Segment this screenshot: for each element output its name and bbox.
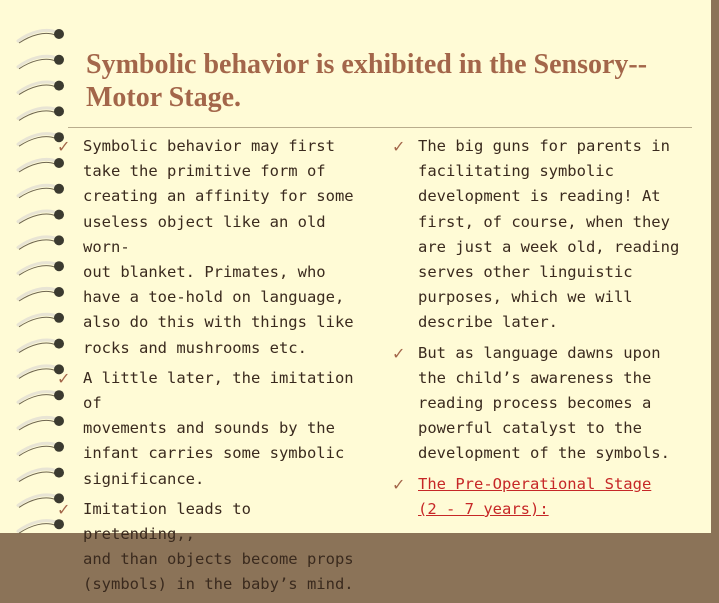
- list-item: [392, 341, 692, 467]
- binding-ring: [18, 366, 56, 377]
- left-column: [57, 134, 357, 603]
- list-item: [57, 134, 357, 361]
- checkmark-icon: ✓: [392, 474, 406, 494]
- binding-ring: [18, 417, 56, 428]
- list-item-text: Symbolic behavior may first take the primitive form of creating an affinity for some useless object like an old worn- out blanket. Primates, who have a toe-hold on language, also do this with things like rocks and mushrooms etc.: [83, 137, 354, 357]
- binding-ring: [18, 159, 56, 170]
- binding-ring: [18, 314, 56, 325]
- title-divider: [68, 127, 692, 128]
- checkmark-icon: ✓: [57, 137, 71, 156]
- binding-ring: [18, 495, 56, 506]
- list-item: [392, 134, 692, 336]
- binding-ring: [18, 263, 56, 274]
- list-item-text: But as language dawns upon the child’s awareness the reading process becomes a powerful catalyst to the development of the symbols.: [418, 343, 670, 463]
- binding-ring: [18, 443, 56, 454]
- list-item-text: A little later, the imitation of movements and sounds by the infant carries some symbolic significance.: [83, 368, 354, 488]
- slide-title: Symbolic behavior is exhibited in the Sensory-- Motor Stage.: [86, 49, 648, 113]
- list-item: [57, 366, 357, 492]
- binding-ring: [18, 185, 56, 196]
- list-item-text: Imitation leads to pretending,, and than objects become props (symbols) in the baby’s mind.: [83, 499, 354, 594]
- checkmark-icon: ✓: [392, 137, 406, 156]
- binding-ring: [18, 392, 56, 403]
- binding-ring: [18, 469, 56, 480]
- list-item-text: The big guns for parents in facilitating symbolic development is reading! At first, of course, when they are just a week old, reading serves other linguistic purposes, which we will describe later.: [418, 137, 680, 332]
- binding-ring: [18, 82, 56, 93]
- binding-ring: [18, 288, 56, 299]
- binding-ring: [18, 134, 56, 145]
- binding-ring: [18, 30, 56, 41]
- binding-ring: [18, 521, 56, 532]
- binding-ring: [18, 340, 56, 351]
- checkmark-icon: ✓: [392, 343, 406, 363]
- checkmark-icon: ✓: [57, 368, 71, 388]
- binding-ring: [18, 211, 56, 222]
- binding-ring: [18, 237, 56, 248]
- list-item: [57, 497, 357, 598]
- checkmark-icon: ✓: [57, 499, 71, 519]
- list-item-link[interactable]: [392, 472, 692, 522]
- binding-hole: [54, 81, 64, 91]
- binding-ring: [18, 108, 56, 119]
- binding-hole: [54, 55, 64, 65]
- binding-hole: [54, 106, 64, 116]
- binding-ring: [18, 56, 56, 67]
- binding-hole: [54, 29, 64, 39]
- pre-operational-stage-link[interactable]: The Pre-Operational Stage (2 - 7 years):: [418, 474, 652, 518]
- right-column: [392, 134, 692, 527]
